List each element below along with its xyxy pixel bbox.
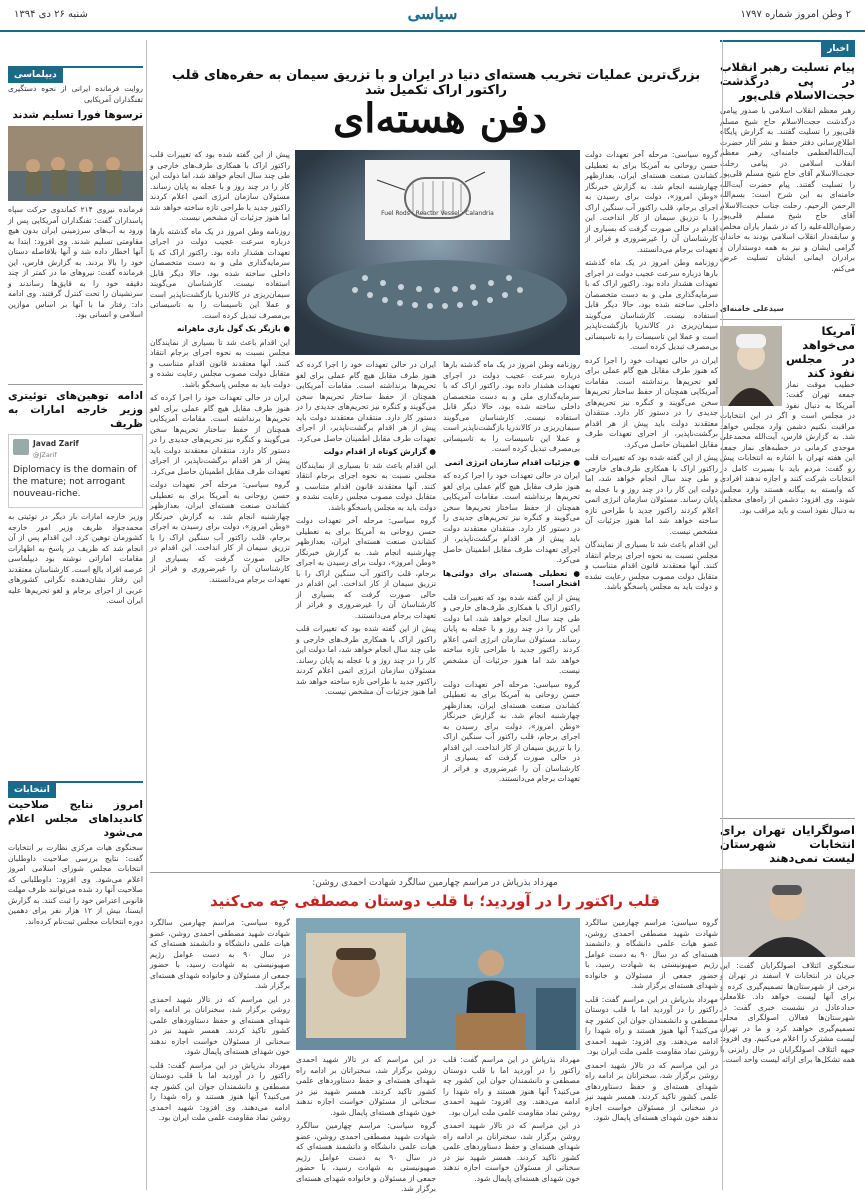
- portrait-photo-cleric: [720, 326, 782, 406]
- section-label-diplomacy: دیپلماسی: [8, 68, 63, 83]
- main-body-col-4: [150, 150, 290, 875]
- bottom-story-col-right: [585, 918, 718, 1190]
- page-date: شنبه ۲۶ دی ۱۳۹۴: [14, 9, 88, 20]
- portrait-photo-haddad-adel: [720, 869, 855, 957]
- story-condolence-title: پیام تسلیت رهبر انقلاب در پی درگذشت حجت‌الاسلام قلی‌پور: [720, 60, 855, 102]
- story-marines-title: ترسوها فورا تسلیم شدند: [12, 109, 143, 121]
- section-label-news: اخبار: [821, 42, 855, 57]
- divider-bottom-story: [150, 872, 720, 873]
- bottom-paragraph-1: گروه سیاسی: مراسم چهارمین سالگرد شهادت شهید مصطفی احمدی روشن، عضو هیات علمی دانشگاه و دانشمند هسته‌ای که در سال ۹۰ به دست عوامل رژیم صهیونیستی به شهادت رسید، با حضور جمعی از مسئولان و خانواده شهدای هسته‌ای برگزار شد.: [585, 918, 718, 990]
- marines-detained-photo: [8, 126, 143, 201]
- main-col2-paragraph-1: روزنامه وطن امروز در یک ماه گذشته بارها درباره سرعت عجیب دولت در اجرای تعهدات هشدار داده بود. راکتور اراک که با سرمایه‌گذاری ملی و به دست متخصصان داخلی ساخته شده بود، حالا دیگر قابل استفاده نیست. کارشناسان می‌گویند سیمان‌ریزی در کالاندریا بازگشت‌ناپذیر است و عملا این تاسیسات را به تاسیساتی بی‌مصرف تبدیل کرده است.: [443, 360, 580, 453]
- story-uae-body: وزیر خارجه امارات بار دیگر در توئیتی به محمدجواد ظریف وزیر امور خارجه کشورمان توهین کرد. این اقدام پس از آن انجام شد که ظریف در پاسخ به اظهارات مقامات اماراتی نوشته بود دیپلماسی عرصه افراد بالغ است. کارشناسان معتقدند این رفتار نشان‌دهنده نگرانی کشورهای عربی از اجرای برجام و لغو تحریم‌ها علیه ایران است.: [8, 512, 143, 605]
- reactor-calandria-photo: [295, 150, 580, 355]
- bottom-left-paragraph-3: مهرداد بذرپاش در این مراسم گفت: قلب راکتور را در آوردید اما با قلب دوستان مصطفی و دانشمندان جوان این کشور چه می‌کنید؟ آنها هنوز هستند و راه شهدا را ادامه می‌دهند. وی افزود: شهید احمدی روشن نماد مقاومت علمی ملت ایران بود.: [150, 1060, 290, 1122]
- tweet-handle: @JZarif: [33, 450, 57, 459]
- main-subhead-2: ● تعطیلی هسته‌ای برای دولتی‌ها افتخار است!: [443, 568, 580, 588]
- story-influence-body: خطیب موقت نماز جمعه تهران گفت: آمریکا به دنبال نفوذ در مجلس است و اگر در این انتخابات مراقبت نکنیم دشمن وارد مجلس خواهد شد. به گزارش فارس، آیت‌الله محمدعلی موحدی کرمانی در خطبه‌های نماز جمعه این هفته تهران با اشاره به انتخابات پیش رو گفت: مردم باید با بصیرت کامل در انتخابات شرکت کنند و اجازه ندهند افرادی که وابسته به بیگانه هستند وارد مجلس شوند. وی افزود: دشمن از راه‌های مختلف به دنبال نفوذ است و باید مراقب بود.: [720, 379, 855, 515]
- main-col4-paragraph-5: گروه سیاسی: مرحله آخر تعهدات دولت حسن روحانی به آمریکا برای به تعطیلی کشاندن صنعت هسته‌ای ایران، بعدازظهر چهارشنبه انجام شد. به گزارش خبرنگار «وطن امروز»، دولت برای رسیدن به اجرای برجام، قلب راکتور آب سنگین اراک را با تزریق سیمان از کار انداخت. این اقدام در حالی صورت گرفت که بسیاری از کارشناسان آن را غیرضروری و فراتر از تعهدات برجام می‌دانستند.: [150, 480, 290, 584]
- bottom-paragraph-3: در این مراسم که در تالار شهید احمدی روشن برگزار شد، سخنرانان بر ادامه راه شهدای هسته‌ای و حفظ دستاوردهای علمی کشور تاکید کردند. همسر شهید نیز در سخنانی از مسئولان خواست اجازه ندهند خون شهدای هسته‌ای پایمال شود.: [585, 1060, 718, 1122]
- main-col3-paragraph-1: ایران در حالی تعهدات خود را اجرا کرده که هنوز طرف مقابل هیچ گام عملی برای لغو تحریم‌ها برنداشته است. مقامات آمریکایی همچنان از حفظ ساختار تحریم‌ها سخن می‌گویند و کنگره نیز تحریم‌های جدیدی را در دستور کار دارد. منتقدان معتقدند دولت باید پیش از هر اقدام برگشت‌ناپذیر، از اجرای تعهدات طرف مقابل اطمینان حاصل می‌کرد.: [296, 360, 436, 443]
- bottom-mid2-paragraph-2: گروه سیاسی: مراسم چهارمین سالگرد شهادت شهید مصطفی احمدی روشن، عضو هیات علمی دانشگاه و دانشمند هسته‌ای که در سال ۹۰ به دست عوامل رژیم صهیونیستی به شهادت رسید، با حضور جمعی از مسئولان و خانواده شهدای هسته‌ای برگزار شد.: [296, 1121, 436, 1193]
- main-col3-paragraph-4: پیش از این گفته شده بود که تغییرات قلب راکتور اراک با همکاری طرف‌های خارجی و طی چند سال انجام خواهد شد، اما دولت این کار را در چند روز و با عجله به پایان رساند. مسئولان سازمان انرژی اتمی اعلام کردند راکتور جدید با طراحی تازه ساخته خواهد شد اما هنوز جزئیات آن مشخص نیست.: [296, 624, 436, 696]
- story-marines-supertitle: روایت فرمانده ایرانی از نحوه دستگیری تفنگداران آمریکایی: [8, 84, 143, 104]
- column-rule-left: [146, 40, 147, 1190]
- main-body-paragraph-5: این اقدام باعث شد تا بسیاری از نمایندگان مجلس نسبت به نحوه اجرای برجام انتقاد کنند. آنها معتقدند قانون اقدام متناسب و متقابل دولت مصوب مجلس رعایت نشده و دولت باید به مجلس پاسخگو باشد.: [585, 540, 718, 591]
- reactor-diagram-labels: Fuel Rods · Reactor Vessel · Calandria: [381, 210, 494, 217]
- tweet-author: Javad Zarif: [33, 439, 79, 448]
- story-condolence-signature: سیدعلی خامنه‌ای: [720, 304, 784, 313]
- bottom-story-supertitle: مهرداد بذرپاش در مراسم چهارمین سالگرد شهادت احمدی روشن:: [312, 878, 558, 888]
- main-subhead-3: ● گزارش کوتاه از اقدام دولت: [323, 447, 436, 456]
- bazrpash-speech-photo: [296, 918, 580, 1050]
- page-info: ۲ وطن امروز شماره ۱۷۹۷: [740, 9, 851, 20]
- main-col2-paragraph-4: گروه سیاسی: مرحله آخر تعهدات دولت حسن روحانی به آمریکا برای به تعطیلی کشاندن صنعت هسته‌ای ایران، بعدازظهر چهارشنبه انجام شد. به گزارش خبرنگار «وطن امروز»، دولت برای رسیدن به اجرای برجام، قلب راکتور آب سنگین اراک را با تزریق سیمان از کار انداخت. این اقدام در حالی صورت گرفت که بسیاری از کارشناسان آن را غیرضروری و فراتر از تعهدات برجام می‌دانستند.: [443, 679, 580, 783]
- main-body-col-2: [443, 360, 580, 875]
- story-principlists-body: سخنگوی ائتلاف اصولگرایان گفت: این جریان در انتخابات ۷ اسفند در تهران و برخی از شهرستان‌ها تصمیم‌گیری کرده و برای آنها لیست خواهد داد. غلامعلی حدادعادل در نشست خبری گفت: در شهرستان‌ها فعالان اصولگرای محلی تصمیم‌گیری خواهند کرد و ما در تهران لیست مشترک را اعلام می‌کنیم. وی افزود: جبهه ائتلاف اصولگرایان در حال رایزنی با همه تشکل‌ها برای ارائه لیست واحد است.: [720, 960, 855, 1064]
- main-col4-paragraph-4: ایران در حالی تعهدات خود را اجرا کرده که هنوز طرف مقابل هیچ گام عملی برای لغو تحریم‌ها برنداشته است. مقامات آمریکایی همچنان از حفظ ساختار تحریم‌ها سخن می‌گویند و کنگره نیز تحریم‌های جدیدی را در دستور کار دارد. منتقدان معتقدند دولت باید پیش از هر اقدام برگشت‌ناپذیر، از اجرای تعهدات طرف مقابل اطمینان حاصل می‌کرد.: [150, 393, 290, 476]
- zarif-tweet-card: [8, 434, 143, 508]
- section-title: سیاسی: [407, 4, 458, 23]
- main-body-paragraph-4: پیش از این گفته شده بود که تغییرات قلب راکتور اراک با همکاری طرف‌های خارجی و طی چند سال انجام خواهد شد، اما دولت این کار را در چند روز و با عجله به پایان رساند. مسئولان سازمان انرژی اتمی اعلام کردند راکتور جدید با طراحی تازه ساخته خواهد شد اما هنوز جزئیات آن مشخص نیست.: [585, 453, 718, 536]
- page-header: [0, 0, 865, 32]
- main-supertitle: بزرگ‌ترین عملیات تخریب هسته‌ای دنیا در ایران و با تزریق سیمان به حفره‌های قلب راکتور اراک تکمیل شد: [171, 68, 701, 98]
- bottom-story-headline: قلب راکتور را در آوردید؛ با قلب دوستان مصطفی چه می‌کنید: [210, 892, 660, 910]
- main-body-paragraph-2: روزنامه وطن امروز در یک ماه گذشته بارها درباره سرعت عجیب دولت در اجرای تعهدات هشدار داده بود. راکتور اراک که با سرمایه‌گذاری ملی و به دست متخصصان داخلی ساخته شده بود، حالا دیگر قابل استفاده نیست. کارشناسان می‌گویند سیمان‌ریزی در کالاندریا بازگشت‌ناپذیر است و عملا این تاسیسات را به تاسیساتی بی‌مصرف تبدیل کرده است.: [585, 258, 718, 351]
- bottom-story-col-mid: [443, 1055, 580, 1190]
- main-subhead-1: ● جزئیات اقدام سازمان انرژی اتمی: [444, 457, 580, 467]
- main-col2-paragraph-2: ایران در حالی تعهدات خود را اجرا کرده که هنوز طرف مقابل هیچ گام عملی برای لغو تحریم‌ها برنداشته است. مقامات آمریکایی همچنان از حفظ ساختار تحریم‌ها سخن می‌گویند و کنگره نیز تحریم‌های جدیدی را در دستور کار دارد. منتقدان معتقدند دولت باید پیش از هر اقدام برگشت‌ناپذیر، از اجرای تعهدات طرف مقابل اطمینان حاصل می‌کرد.: [443, 471, 580, 564]
- story-elections-body: سخنگوی هیات مرکزی نظارت بر انتخابات گفت: نتایج بررسی صلاحیت داوطلبان انتخابات مجلس شورای اسلامی امروز اعلام می‌شود. وی افزود: داوطلبانی که صلاحیت آنها رد شده می‌توانند ظرف مهلت قانونی اعتراض خود را ثبت کنند. به گزارش ایسنا، بیش از ۱۲ هزار نفر برای دهمین دوره انتخابات مجلس ثبت‌نام کرده‌اند.: [7, 843, 143, 926]
- story-influence-title: آمریکا می‌خواهد در مجلس نفوذ کند: [786, 323, 855, 380]
- story-marines-body: فرمانده نیروی ۲۱۴ کماندوی حرکت سپاه پاسداران گفت: تفنگداران آمریکایی پس از ورود به آب‌های سرزمینی ایران بدون هیچ مقاومتی تسلیم شدند. وی افزود: ابتدا به آنها اخطار داده شد و آنها بلافاصله دستان خود را بالا بردند. به گزارش فارس، این فرمانده گفت: نیروهای ما در کمتر از چند دقیقه خود را به قایق‌ها رساندند و سرنشینان را تحت کنترل گرفتند. وی ادامه داد: رفتار ما با آنها بر اساس موازین اسلامی و انسانی بود.: [8, 205, 143, 319]
- main-subhead-4: ● بازیگر یک گول بازی ماهرانه: [177, 324, 290, 333]
- column-rule-right: [722, 40, 723, 1190]
- main-body-col-3: [296, 360, 436, 875]
- story-uae-title: ادامه توهین‌های توئیتری وزیر خارجه امارات به ظریف: [8, 390, 143, 430]
- story-condolence-body: رهبر معظم انقلاب اسلامی با صدور پیامی درگذشت حجت‌الاسلام حاج شیخ مسلم قلی‌پور را تسلیت گفتند. به گزارش پایگاه اطلاع‌رسانی دفتر حفظ و نشر آثار حضرت آیت‌الله‌العظمی خامنه‌ای، رهبر معظم انقلاب اسلامی در پیامی رحلت حجت‌الاسلام آقای حاج شیخ مسلم قلی‌پور را تسلیت گفتند. پیام حضرت آیت‌الله خامنه‌ای به این شرح است: بسم‌الله الرحمن الرحیم. رحلت جناب حجت‌الاسلام آقای حاج شیخ مسلم قلی‌پور رضوان‌الله‌علیه را که در شمار یاران مخلص و سابقه‌دار انقلاب اسلامی بودند به خاندان گرامی ایشان و نیز به همه دوستداران و برادران ایمانی ایشان تسلیت عرض می‌کنم.: [720, 106, 855, 273]
- bottom-left-paragraph-1: گروه سیاسی: مراسم چهارمین سالگرد شهادت شهید مصطفی احمدی روشن، عضو هیات علمی دانشگاه و دانشمند هسته‌ای که در سال ۹۰ به دست عوامل رژیم صهیونیستی به شهادت رسید، با حضور جمعی از مسئولان و خانواده شهدای هسته‌ای برگزار شد.: [150, 918, 290, 990]
- bottom-paragraph-2: مهرداد بذرپاش در این مراسم گفت: قلب راکتور را در آوردید اما با قلب دوستان مصطفی و دانشمندان جوان این کشور چه می‌کنید؟ آنها هنوز هستند و راه شهدا را ادامه می‌دهند. وی افزود: شهید احمدی روشن نماد مقاومت علمی ملت ایران بود.: [585, 994, 718, 1056]
- bottom-mid-paragraph-2: در این مراسم که در تالار شهید احمدی روشن برگزار شد، سخنرانان بر ادامه راه شهدای هسته‌ای و حفظ دستاوردهای علمی کشور تاکید کردند. همسر شهید نیز در سخنانی از مسئولان خواست اجازه ندهند خون شهدای هسته‌ای پایمال شود.: [443, 1121, 580, 1183]
- section-label-elections: انتخابات: [8, 783, 56, 798]
- main-col4-paragraph-2: روزنامه وطن امروز در یک ماه گذشته بارها درباره سرعت عجیب دولت در اجرای تعهدات هشدار داده بود. راکتور اراک که با سرمایه‌گذاری ملی و به دست متخصصان داخلی ساخته شده بود، حالا دیگر قابل استفاده نیست. کارشناسان می‌گویند سیمان‌ریزی در کالاندریا بازگشت‌ناپذیر است و عملا این تاسیسات را به تاسیساتی بی‌مصرف تبدیل کرده است.: [150, 226, 290, 320]
- right-column: [720, 40, 855, 1190]
- bottom-mid-paragraph-1: مهرداد بذرپاش در این مراسم گفت: قلب راکتور را در آوردید اما با قلب دوستان مصطفی و دانشمندان جوان این کشور چه می‌کنید؟ آنها هنوز هستند و راه شهدا را ادامه می‌دهند. وی افزود: شهید احمدی روشن نماد مقاومت علمی ملت ایران بود.: [443, 1055, 580, 1117]
- bottom-story-col-left: [150, 918, 290, 1190]
- tweet-text: Diplomacy is the domain of the mature; not arrogant nouveau-riche.: [13, 465, 137, 499]
- bottom-mid2-paragraph-1: در این مراسم که در تالار شهید احمدی روشن برگزار شد، سخنرانان بر ادامه راه شهدای هسته‌ای و حفظ دستاوردهای علمی کشور تاکید کردند. همسر شهید نیز در سخنانی از مسئولان خواست اجازه ندهند خون شهدای هسته‌ای پایمال شود.: [296, 1055, 436, 1117]
- left-column: [8, 66, 143, 1190]
- main-body-paragraph-3: ایران در حالی تعهدات خود را اجرا کرده که هنوز طرف مقابل هیچ گام عملی برای لغو تحریم‌ها برنداشته است. مقامات آمریکایی همچنان از حفظ ساختار تحریم‌ها سخن می‌گویند و کنگره نیز تحریم‌های جدیدی را در دستور کار دارد. منتقدان معتقدند دولت باید پیش از هر اقدام برگشت‌ناپذیر، از اجرای تعهدات طرف مقابل اطمینان حاصل می‌کرد.: [585, 355, 718, 449]
- bottom-story-col-mid2: [296, 1055, 436, 1193]
- main-col4-paragraph-3: این اقدام باعث شد تا بسیاری از نمایندگان مجلس نسبت به نحوه اجرای برجام انتقاد کنند. آنها معتقدند قانون اقدام متناسب و متقابل دولت مصوب مجلس رعایت نشده و دولت باید به مجلس پاسخگو باشد.: [150, 337, 290, 389]
- story-elections-title: امروز نتایج صلاحیت کاندیداهای مجلس اعلام می‌شود: [8, 799, 143, 839]
- main-body-col-1: [585, 150, 718, 875]
- main-col3-paragraph-2: این اقدام باعث شد تا بسیاری از نمایندگان مجلس نسبت به نحوه اجرای برجام انتقاد کنند. آنها معتقدند قانون اقدام متناسب و متقابل دولت مصوب مجلس رعایت نشده و دولت باید به مجلس پاسخگو باشد.: [296, 460, 436, 512]
- main-headline: دفن هسته‌ای: [332, 95, 548, 142]
- main-col4-paragraph-1: پیش از این گفته شده بود که تغییرات قلب راکتور اراک با همکاری طرف‌های خارجی و طی چند سال انجام خواهد شد، اما دولت این کار را در چند روز و با عجله به پایان رساند. مسئولان سازمان انرژی اتمی اعلام کردند راکتور جدید با طراحی تازه ساخته خواهد شد اما هنوز جزئیات آن مشخص نیست.: [150, 150, 290, 222]
- main-col3-paragraph-3: گروه سیاسی: مرحله آخر تعهدات دولت حسن روحانی به آمریکا برای به تعطیلی کشاندن صنعت هسته‌ای ایران، بعدازظهر چهارشنبه انجام شد. به گزارش خبرنگار «وطن امروز»، دولت برای رسیدن به اجرای برجام، قلب راکتور آب سنگین اراک را با تزریق سیمان از کار انداخت. این اقدام در حالی صورت گرفت که بسیاری از کارشناسان آن را غیرضروری و فراتر از تعهدات برجام می‌دانستند.: [296, 516, 436, 620]
- main-col2-paragraph-3: پیش از این گفته شده بود که تغییرات قلب راکتور اراک با همکاری طرف‌های خارجی و طی چند سال انجام خواهد شد، اما دولت این کار را در چند روز و با عجله به پایان رساند. مسئولان سازمان انرژی اتمی اعلام کردند راکتور جدید با طراحی تازه ساخته خواهد شد اما هنوز جزئیات آن مشخص نیست.: [443, 592, 580, 675]
- story-principlists-title: اصولگرایان تهران برای انتخابات شهرستان لیست نمی‌دهند: [720, 822, 855, 865]
- main-body-paragraph-1: گروه سیاسی: مرحله آخر تعهدات دولت حسن روحانی به آمریکا برای به تعطیلی کشاندن صنعت هسته‌ای ایران، بعدازظهر چهارشنبه انجام شد. به گزارش خبرنگار «وطن امروز»، دولت برای رسیدن به اجرای برجام، قلب راکتور آب سنگین اراک را با تزریق سیمان از کار انداخت. این اقدام در حالی صورت گرفت که بسیاری از کارشناسان آن را غیرضروری و فراتر از تعهدات برجام می‌دانستند.: [585, 150, 718, 254]
- tweet-avatar: [13, 439, 29, 455]
- bottom-left-paragraph-2: در این مراسم که در تالار شهید احمدی روشن برگزار شد، سخنرانان بر ادامه راه شهدای هسته‌ای و حفظ دستاوردهای علمی کشور تاکید کردند. همسر شهید نیز در سخنانی از مسئولان خواست اجازه ندهند خون شهدای هسته‌ای پایمال شود.: [150, 994, 290, 1056]
